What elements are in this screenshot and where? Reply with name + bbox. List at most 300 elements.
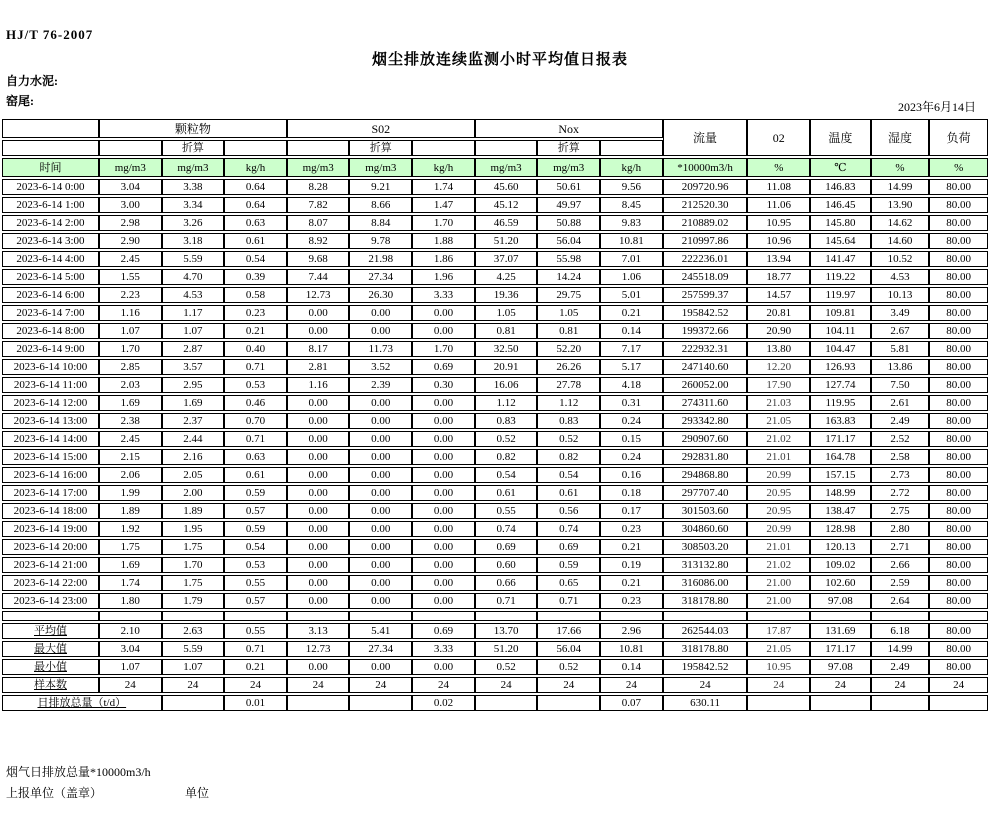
row-time: 2023-6-14 21:00 <box>2 557 99 573</box>
value-cell: 80.00 <box>929 269 988 285</box>
value-cell: 0.71 <box>475 593 538 609</box>
row-time: 2023-6-14 4:00 <box>2 251 99 267</box>
value-cell: 0.00 <box>287 395 350 411</box>
value-cell: 1.12 <box>475 395 538 411</box>
value-cell: 0.00 <box>349 431 412 447</box>
value-cell: 0.00 <box>349 323 412 339</box>
value-cell: 5.59 <box>162 251 225 267</box>
value-cell: 0.00 <box>287 575 350 591</box>
value-cell: 20.95 <box>747 485 810 501</box>
value-cell: 0.16 <box>600 467 663 483</box>
unit-cell: % <box>871 158 930 177</box>
value-cell: 0.21 <box>600 305 663 321</box>
value-cell: 24 <box>224 677 287 693</box>
value-cell: 80.00 <box>929 593 988 609</box>
value-cell: 1.95 <box>162 521 225 537</box>
value-cell <box>475 611 538 621</box>
value-cell: 13.70 <box>475 623 538 639</box>
row-time: 2023-6-14 12:00 <box>2 395 99 411</box>
summary-row <box>2 623 988 639</box>
value-cell: 3.57 <box>162 359 225 375</box>
value-cell: 0.63 <box>224 449 287 465</box>
value-cell: 2.23 <box>99 287 162 303</box>
value-cell: 20.95 <box>747 503 810 519</box>
units-header-row <box>2 158 988 177</box>
value-cell: 20.90 <box>747 323 810 339</box>
value-cell: 56.04 <box>537 641 600 657</box>
value-cell: 195842.52 <box>663 659 748 675</box>
unit-cell: mg/m3 <box>162 158 225 177</box>
value-cell <box>349 695 412 711</box>
value-cell: 0.17 <box>600 503 663 519</box>
col-load: 负荷 <box>929 119 988 156</box>
value-cell: 3.38 <box>162 179 225 195</box>
value-cell: 0.00 <box>412 575 475 591</box>
value-cell: 0.01 <box>224 695 287 711</box>
value-cell <box>810 611 871 621</box>
value-cell: 0.69 <box>412 359 475 375</box>
value-cell: 0.24 <box>600 413 663 429</box>
value-cell: 195842.52 <box>663 305 748 321</box>
value-cell: 80.00 <box>929 431 988 447</box>
value-cell: 14.99 <box>871 179 930 195</box>
value-cell: 17.87 <box>747 623 810 639</box>
value-cell: 1.74 <box>412 179 475 195</box>
value-cell: 148.99 <box>810 485 871 501</box>
value-cell: 2.15 <box>99 449 162 465</box>
value-cell: 10.95 <box>747 215 810 231</box>
value-cell: 17.66 <box>537 623 600 639</box>
value-cell: 2.44 <box>162 431 225 447</box>
value-cell: 0.00 <box>349 557 412 573</box>
value-cell: 9.78 <box>349 233 412 249</box>
value-cell: 80.00 <box>929 575 988 591</box>
value-cell: 11.06 <box>747 197 810 213</box>
value-cell <box>224 611 287 621</box>
value-cell: 0.61 <box>224 233 287 249</box>
hourly-row <box>2 215 988 231</box>
value-cell: 12.73 <box>287 287 350 303</box>
value-cell: 0.53 <box>224 377 287 393</box>
value-cell: 316086.00 <box>663 575 748 591</box>
value-cell: 51.20 <box>475 641 538 657</box>
summary-label: 最大值 <box>2 641 99 657</box>
value-cell: 1.75 <box>162 539 225 555</box>
reporting-unit-label: 上报单位（盖章） <box>6 786 103 800</box>
value-cell: 127.74 <box>810 377 871 393</box>
company-name: 自力水泥: <box>6 74 58 88</box>
value-cell: 308503.20 <box>663 539 748 555</box>
value-cell: 145.80 <box>810 215 871 231</box>
unit-cell: mg/m3 <box>287 158 350 177</box>
value-cell: 1.89 <box>99 503 162 519</box>
value-cell <box>747 611 810 621</box>
value-cell: 0.69 <box>475 539 538 555</box>
value-cell: 3.34 <box>162 197 225 213</box>
value-cell: 1.16 <box>99 305 162 321</box>
value-cell: 2.10 <box>99 623 162 639</box>
value-cell: 0.83 <box>537 413 600 429</box>
value-cell: 0.71 <box>224 359 287 375</box>
value-cell: 260052.00 <box>663 377 748 393</box>
value-cell: 21.05 <box>747 641 810 657</box>
value-cell: 97.08 <box>810 593 871 609</box>
value-cell: 257599.37 <box>663 287 748 303</box>
value-cell: 0.83 <box>475 413 538 429</box>
value-cell: 24 <box>412 677 475 693</box>
value-cell: 80.00 <box>929 287 988 303</box>
row-time: 2023-6-14 11:00 <box>2 377 99 393</box>
report-date: 2023年6月14日 <box>897 100 976 114</box>
value-cell: 26.30 <box>349 287 412 303</box>
value-cell: 0.74 <box>537 521 600 537</box>
value-cell: 0.02 <box>412 695 475 711</box>
value-cell: 24 <box>99 677 162 693</box>
value-cell: 80.00 <box>929 413 988 429</box>
summary-label: 平均值 <box>2 623 99 639</box>
value-cell: 0.00 <box>412 503 475 519</box>
value-cell: 0.61 <box>224 467 287 483</box>
value-cell <box>929 695 988 711</box>
summary-row <box>2 641 988 657</box>
value-cell: 17.90 <box>747 377 810 393</box>
value-cell: 1.17 <box>162 305 225 321</box>
value-cell: 18.77 <box>747 269 810 285</box>
value-cell: 0.00 <box>287 323 350 339</box>
col-temperature: 温度 <box>810 119 871 156</box>
unit-cell: kg/h <box>600 158 663 177</box>
unit-cell: mg/m3 <box>537 158 600 177</box>
row-time: 2023-6-14 9:00 <box>2 341 99 357</box>
value-cell: 4.18 <box>600 377 663 393</box>
value-cell: 0.00 <box>412 593 475 609</box>
value-cell: 13.94 <box>747 251 810 267</box>
row-time: 2023-6-14 13:00 <box>2 413 99 429</box>
summary-row <box>2 659 988 675</box>
daily-total-label: 日排放总量（t/d） <box>2 695 162 711</box>
value-cell: 27.34 <box>349 641 412 657</box>
table-body <box>2 179 988 711</box>
value-cell: 5.59 <box>162 641 225 657</box>
value-cell: 7.01 <box>600 251 663 267</box>
value-cell <box>537 695 600 711</box>
value-cell: 9.21 <box>349 179 412 195</box>
hourly-row <box>2 467 988 483</box>
value-cell: 0.00 <box>287 503 350 519</box>
value-cell: 3.04 <box>99 641 162 657</box>
value-cell: 2.67 <box>871 323 930 339</box>
value-cell: 4.25 <box>475 269 538 285</box>
value-cell: 0.82 <box>475 449 538 465</box>
value-cell: 0.00 <box>287 485 350 501</box>
value-cell: 3.49 <box>871 305 930 321</box>
value-cell: 1.07 <box>99 323 162 339</box>
value-cell: 0.00 <box>349 395 412 411</box>
value-cell: 4.70 <box>162 269 225 285</box>
value-cell: 2.45 <box>99 251 162 267</box>
value-cell: 0.53 <box>224 557 287 573</box>
value-cell: 2.45 <box>99 431 162 447</box>
value-cell: 0.00 <box>287 467 350 483</box>
value-cell: 138.47 <box>810 503 871 519</box>
value-cell: 294868.80 <box>663 467 748 483</box>
value-cell: 0.00 <box>349 305 412 321</box>
value-cell: 0.15 <box>600 431 663 447</box>
value-cell: 1.89 <box>162 503 225 519</box>
value-cell: 0.00 <box>349 539 412 555</box>
hourly-row <box>2 377 988 393</box>
value-cell: 8.17 <box>287 341 350 357</box>
value-cell <box>929 611 988 621</box>
row-time: 2023-6-14 23:00 <box>2 593 99 609</box>
value-cell: 24 <box>537 677 600 693</box>
value-cell: 0.57 <box>224 593 287 609</box>
value-cell: 13.86 <box>871 359 930 375</box>
value-cell: 14.62 <box>871 215 930 231</box>
value-cell: 2.58 <box>871 449 930 465</box>
hourly-row <box>2 557 988 573</box>
kiln-location: 窑尾: <box>6 94 34 108</box>
row-time: 2023-6-14 17:00 <box>2 485 99 501</box>
value-cell: 222932.31 <box>663 341 748 357</box>
value-cell: 0.00 <box>412 413 475 429</box>
converted-label-nox: 折算 <box>537 140 600 156</box>
hourly-row <box>2 179 988 195</box>
row-time: 2023-6-14 18:00 <box>2 503 99 519</box>
hourly-row <box>2 485 988 501</box>
value-cell <box>537 611 600 621</box>
value-cell: 0.21 <box>224 659 287 675</box>
value-cell: 0.52 <box>537 431 600 447</box>
value-cell: 0.66 <box>475 575 538 591</box>
value-cell: 0.52 <box>475 431 538 447</box>
value-cell: 210889.02 <box>663 215 748 231</box>
value-cell: 3.26 <box>162 215 225 231</box>
value-cell: 0.52 <box>475 659 538 675</box>
value-cell: 2.37 <box>162 413 225 429</box>
value-cell: 11.08 <box>747 179 810 195</box>
value-cell: 3.33 <box>412 641 475 657</box>
value-cell: 1.99 <box>99 485 162 501</box>
col-group-nox: Nox <box>475 119 663 138</box>
corner-cell <box>2 119 99 138</box>
value-cell: 14.60 <box>871 233 930 249</box>
value-cell: 0.59 <box>224 485 287 501</box>
row-time: 2023-6-14 15:00 <box>2 449 99 465</box>
value-cell: 55.98 <box>537 251 600 267</box>
value-cell: 146.45 <box>810 197 871 213</box>
value-cell: 0.21 <box>224 323 287 339</box>
value-cell: 9.68 <box>287 251 350 267</box>
hourly-row <box>2 305 988 321</box>
value-cell: 2.81 <box>287 359 350 375</box>
value-cell: 24 <box>162 677 225 693</box>
value-cell: 21.05 <box>747 413 810 429</box>
value-cell: 21.00 <box>747 593 810 609</box>
value-cell <box>162 695 225 711</box>
value-cell: 50.88 <box>537 215 600 231</box>
value-cell: 0.60 <box>475 557 538 573</box>
value-cell: 80.00 <box>929 467 988 483</box>
value-cell: 27.78 <box>537 377 600 393</box>
hourly-row <box>2 539 988 555</box>
value-cell: 141.47 <box>810 251 871 267</box>
value-cell: 210997.86 <box>663 233 748 249</box>
value-cell: 0.69 <box>537 539 600 555</box>
value-cell: 0.00 <box>412 431 475 447</box>
value-cell: 1.70 <box>162 557 225 573</box>
value-cell: 7.17 <box>600 341 663 357</box>
value-cell: 21.00 <box>747 575 810 591</box>
hourly-row <box>2 431 988 447</box>
value-cell: 0.54 <box>224 251 287 267</box>
value-cell: 0.00 <box>287 449 350 465</box>
value-cell: 0.00 <box>287 413 350 429</box>
value-cell: 2.80 <box>871 521 930 537</box>
value-cell: 10.81 <box>600 641 663 657</box>
value-cell: 5.81 <box>871 341 930 357</box>
value-cell: 80.00 <box>929 503 988 519</box>
time-column-header: 时间 <box>2 158 99 177</box>
group-header-row <box>2 119 988 138</box>
value-cell: 2.98 <box>99 215 162 231</box>
value-cell: 1.69 <box>99 395 162 411</box>
value-cell: 8.66 <box>349 197 412 213</box>
value-cell: 0.14 <box>600 659 663 675</box>
value-cell: 14.99 <box>871 641 930 657</box>
value-cell: 2.85 <box>99 359 162 375</box>
value-cell: 0.00 <box>349 467 412 483</box>
value-cell: 14.57 <box>747 287 810 303</box>
value-cell: 0.71 <box>537 593 600 609</box>
value-cell: 119.22 <box>810 269 871 285</box>
row-time: 2023-6-14 5:00 <box>2 269 99 285</box>
value-cell: 274311.60 <box>663 395 748 411</box>
row-time: 2023-6-14 1:00 <box>2 197 99 213</box>
row-time: 2023-6-14 16:00 <box>2 467 99 483</box>
value-cell: 24 <box>747 677 810 693</box>
value-cell: 20.81 <box>747 305 810 321</box>
value-cell: 102.60 <box>810 575 871 591</box>
value-cell: 2.87 <box>162 341 225 357</box>
value-cell: 0.00 <box>349 413 412 429</box>
value-cell: 0.00 <box>287 659 350 675</box>
value-cell: 1.12 <box>537 395 600 411</box>
value-cell: 26.26 <box>537 359 600 375</box>
value-cell: 2.59 <box>871 575 930 591</box>
value-cell <box>287 611 350 621</box>
hourly-row <box>2 503 988 519</box>
row-time: 2023-6-14 20:00 <box>2 539 99 555</box>
value-cell: 0.00 <box>412 449 475 465</box>
value-cell: 2.63 <box>162 623 225 639</box>
value-cell: 27.34 <box>349 269 412 285</box>
value-cell: 120.13 <box>810 539 871 555</box>
value-cell <box>99 611 162 621</box>
value-cell: 0.24 <box>600 449 663 465</box>
value-cell: 1.69 <box>99 557 162 573</box>
value-cell: 0.23 <box>224 305 287 321</box>
value-cell: 7.82 <box>287 197 350 213</box>
hourly-row <box>2 323 988 339</box>
value-cell: 80.00 <box>929 359 988 375</box>
value-cell: 157.15 <box>810 467 871 483</box>
value-cell: 0.00 <box>287 539 350 555</box>
value-cell: 0.00 <box>412 485 475 501</box>
value-cell: 20.91 <box>475 359 538 375</box>
hourly-row <box>2 359 988 375</box>
value-cell: 37.07 <box>475 251 538 267</box>
value-cell: 1.70 <box>99 341 162 357</box>
summary-row <box>2 677 988 693</box>
value-cell <box>412 611 475 621</box>
value-cell: 0.00 <box>412 557 475 573</box>
value-cell: 9.83 <box>600 215 663 231</box>
value-cell: 51.20 <box>475 233 538 249</box>
value-cell: 199372.66 <box>663 323 748 339</box>
hourly-row <box>2 413 988 429</box>
value-cell: 245518.09 <box>663 269 748 285</box>
value-cell: 2.05 <box>162 467 225 483</box>
value-cell: 1.88 <box>412 233 475 249</box>
value-cell: 80.00 <box>929 215 988 231</box>
monitoring-table <box>2 117 988 713</box>
value-cell: 1.96 <box>412 269 475 285</box>
value-cell: 164.78 <box>810 449 871 465</box>
value-cell <box>871 695 930 711</box>
value-cell: 297707.40 <box>663 485 748 501</box>
daily-total-row <box>2 695 988 711</box>
value-cell: 21.02 <box>747 557 810 573</box>
value-cell: 80.00 <box>929 251 988 267</box>
value-cell: 80.00 <box>929 377 988 393</box>
value-cell <box>349 611 412 621</box>
value-cell: 0.00 <box>349 485 412 501</box>
value-cell: 0.21 <box>600 575 663 591</box>
unit-cell: ℃ <box>810 158 871 177</box>
value-cell: 2.66 <box>871 557 930 573</box>
value-cell <box>747 695 810 711</box>
value-cell: 32.50 <box>475 341 538 357</box>
value-cell: 0.52 <box>537 659 600 675</box>
value-cell: 46.59 <box>475 215 538 231</box>
value-cell: 0.00 <box>412 659 475 675</box>
standard-code: HJ/T 76-2007 <box>6 27 94 42</box>
value-cell: 1.92 <box>99 521 162 537</box>
value-cell: 171.17 <box>810 431 871 447</box>
value-cell: 0.30 <box>412 377 475 393</box>
value-cell: 21.03 <box>747 395 810 411</box>
value-cell: 0.54 <box>475 467 538 483</box>
value-cell: 293342.80 <box>663 413 748 429</box>
value-cell <box>871 611 930 621</box>
value-cell: 21.01 <box>747 449 810 465</box>
value-cell: 0.54 <box>224 539 287 555</box>
value-cell: 0.70 <box>224 413 287 429</box>
value-cell: 0.00 <box>349 521 412 537</box>
value-cell: 49.97 <box>537 197 600 213</box>
col-o2: 02 <box>747 119 810 156</box>
value-cell: 10.13 <box>871 287 930 303</box>
value-cell: 131.69 <box>810 623 871 639</box>
value-cell: 1.07 <box>99 659 162 675</box>
value-cell: 8.28 <box>287 179 350 195</box>
value-cell: 1.07 <box>162 659 225 675</box>
value-cell: 1.80 <box>99 593 162 609</box>
value-cell: 80.00 <box>929 323 988 339</box>
value-cell: 80.00 <box>929 485 988 501</box>
value-cell: 0.55 <box>224 623 287 639</box>
